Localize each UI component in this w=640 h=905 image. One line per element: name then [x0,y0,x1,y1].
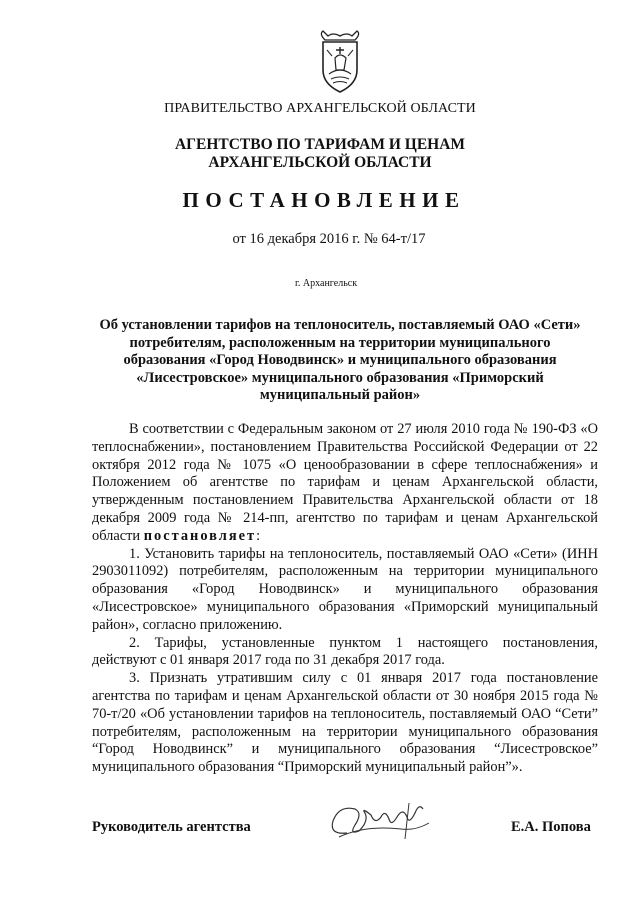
signatory-name: Е.А. Попова [511,819,591,835]
agency-title-line2: АРХАНГЕЛЬСКОЙ ОБЛАСТИ [208,154,432,171]
document-body [92,421,598,777]
government-title: ПРАВИТЕЛЬСТВО АРХАНГЕЛЬСКОЙ ОБЛАСТИ [164,101,476,116]
city-name: г. Архангельск [294,278,358,289]
agency-title [0,136,640,172]
resolves-colon: : [256,527,261,544]
item-3-paragraph: 3. Признать утратившим силу с 01 января 2017 года постановление агентства по тарифам и ценам Архангельской области от 30 ноября 2015 года № 70-т/20 «Об установлении тарифов на теплоноситель, поставляемый ОАО “Сети” потребителям, расположенным на территории муниципального образования “Город Новодвинск” и муниципального образования “Лисестровское” муниципального образования “Приморский муниципальный район”». [92,670,598,776]
item-1-paragraph: 1. Установить тарифы на теплоноситель, поставляемый ОАО «Сети» (ИНН 2903011092) потребителям, расположенным на территории муниципального образования «Город Новодвинск» и муниципального образования «Лисестровское» муниципального образования «Приморский муниципальный район», согласно приложению. [92,545,598,633]
document-date: от 16 декабря 2016 г. № 64-т/17 [232,231,426,247]
agency-title-line1: АГЕНТСТВО ПО ТАРИФАМ И ЦЕНАМ [174,136,466,153]
document-type: ПОСТАНОВЛЕНИЕ [182,188,466,212]
intro-paragraph [92,421,598,546]
coat-of-arms-icon [313,30,367,94]
handwritten-signature [325,795,435,845]
document-subject: Об установлении тарифов на теплоноситель, поставляемый ОАО «Сети» потребителям, расположенным на территории муниципального образования «Город Новодвинск» и муниципального образования «Лисестровское» муниципального образования «Приморский муниципальный район» [99,317,581,403]
resolves-word: постановляет [143,527,257,544]
item-2-paragraph: 2. Тарифы, установленные пунктом 1 настоящего постановления, действуют с 01 января 2017 года по 31 декабря 2017 года. [92,634,598,669]
intro-text: В соответствии с Федеральным законом от 27 июля 2010 года № 190-ФЗ «О теплоснабжении», постановлением Правительства Российской Федерации от 22 октября 2012 года № 1075 «О ценообразовании в сфере теплоснабжения» и Положением об агентстве по тарифам и ценам Архангельской области, утвержденным постановлением Правительства Архангельской области от 18 декабря 2009 года № 214-пп, агентство по тарифам и ценам Архангельской области [92,421,598,544]
signatory-position: Руководитель агентства [92,819,251,835]
